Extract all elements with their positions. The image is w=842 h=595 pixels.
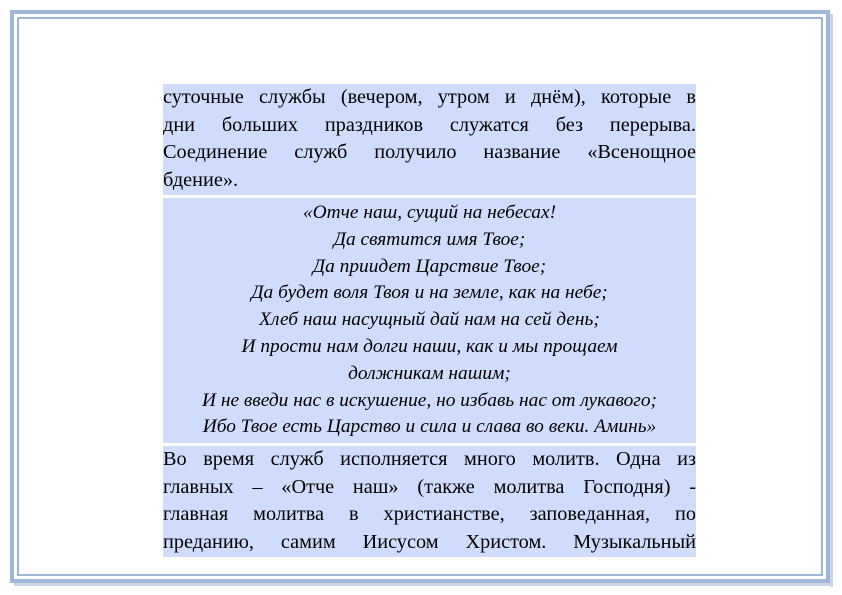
text-line: суточные службы (вечером, утром и днём), которые в (163, 86, 696, 108)
prayer-line: Да приидет Царствие Твое; (312, 255, 547, 277)
text-line: дни больших праздников служатся без перерыва. (163, 113, 696, 136)
prayer-quote (163, 198, 696, 443)
prayer-line: Хлеб наш насущный дай нам на сей день; (259, 309, 600, 331)
text-line: преданию, самим Иисусом Христом. Музыкальный (163, 530, 696, 553)
text-line: Соединение служб получило название «Всенощное (163, 141, 696, 163)
prayer-line: Ибо Твое есть Царство и сила и слава во веки. Аминь» (202, 416, 657, 438)
paragraph-bottom (163, 446, 696, 557)
text-line: главных – «Отче наш» (также молитва Господня) - (163, 475, 696, 498)
text-line: бдение». (163, 168, 239, 191)
slide-frame-shadow-bottom (14, 583, 833, 586)
text-line: Во время служб исполняется много молитв. Одна из (163, 448, 696, 471)
prayer-line: И прости нам долги наши, как и мы прощаем (241, 335, 618, 357)
slide-content (163, 84, 696, 557)
paragraph-top (163, 84, 696, 195)
prayer-line: Да святится имя Твое; (333, 228, 526, 250)
prayer-line: «Отче наш, сущий на небесах! (302, 202, 557, 223)
text-line: главная молитва в христианстве, заповеданная, по (163, 503, 696, 526)
prayer-line: должникам нашим; (348, 362, 511, 384)
slide-frame-shadow-right (830, 14, 833, 587)
prayer-line: Да будет воля Твоя и на земле, как на небе; (251, 282, 608, 304)
prayer-line: И не введи нас в искушение, но избавь нас от лукавого; (201, 389, 658, 411)
